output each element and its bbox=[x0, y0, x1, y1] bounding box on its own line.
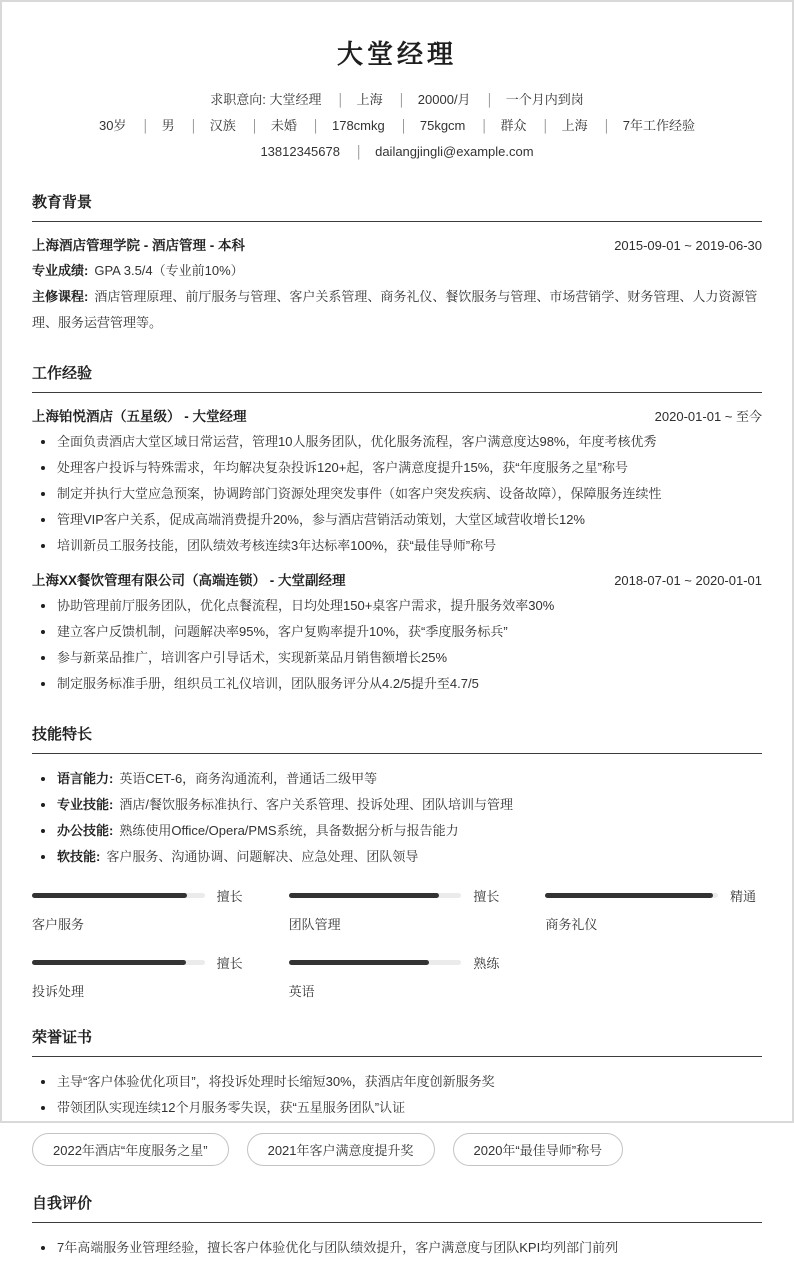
honor-bullet-list bbox=[32, 1069, 762, 1121]
page-title: 大堂经理 bbox=[336, 39, 457, 69]
job-bullet: 参与新菜品推广，培训客户引导话术，实现新菜品月销售额增长25% bbox=[32, 645, 762, 671]
section-honors bbox=[32, 1026, 762, 1166]
section-title-work: 工作经验 bbox=[32, 362, 762, 393]
profile-line bbox=[32, 113, 762, 139]
years-experience: │ 7年工作经验 bbox=[591, 118, 695, 133]
height: │ 178cmkg bbox=[300, 118, 384, 133]
honor-badge: 2022年酒店“年度服务之星” bbox=[32, 1133, 229, 1166]
courses-label: 主修课程: bbox=[32, 289, 89, 304]
honor-bullet: 主导“客户体验优化项目”，将投诉处理时长缩短30%，获酒店年度创新服务奖 bbox=[32, 1069, 762, 1095]
job-intent-line bbox=[32, 87, 762, 113]
honor-badges bbox=[32, 1133, 762, 1166]
skill-bar-track bbox=[32, 893, 205, 898]
job-bullet: 协助管理前厅服务团队，优化点餐流程，日均处理150+桌客户需求，提升服务效率30% bbox=[32, 593, 762, 619]
job-bullet: 制定并执行大堂应急预案，协调跨部门资源处理突发事件（如客户突发疾病、设备故障），保障服务连续性 bbox=[32, 481, 762, 507]
skill-bar-track bbox=[545, 893, 718, 898]
skill-label: 专业技能: bbox=[57, 797, 114, 812]
skill-bar-fill bbox=[545, 893, 712, 898]
skill-name: 客户服务 bbox=[32, 917, 85, 932]
section-skills bbox=[32, 723, 762, 1000]
availability: │ 一个月内到岗 bbox=[474, 92, 584, 107]
education-date-range: 2015-09-01 ~ 2019-06-30 bbox=[614, 238, 762, 253]
skill-bar-track bbox=[289, 960, 462, 965]
expected-salary: │ 20000/月 bbox=[386, 92, 470, 107]
skill-level-label: 擅长 bbox=[473, 889, 500, 904]
skill-label: 办公技能: bbox=[57, 823, 114, 838]
gpa-row bbox=[32, 258, 762, 284]
job-bullet-list bbox=[32, 429, 762, 559]
skill-bar bbox=[545, 886, 762, 933]
skill-bullet bbox=[32, 844, 762, 870]
contact-line bbox=[32, 139, 762, 165]
honor-badge: 2021年客户满意度提升奖 bbox=[247, 1133, 435, 1166]
skill-bar bbox=[32, 886, 249, 933]
age: 30岁 bbox=[98, 118, 127, 133]
skill-bar-fill bbox=[32, 893, 187, 898]
email-address: │ dailangjingli@example.com bbox=[344, 144, 534, 159]
skill-level-label: 擅长 bbox=[216, 889, 243, 904]
school-name: 上海酒店管理学院 - 酒店管理 - 本科 bbox=[32, 238, 245, 253]
company-and-role: 上海XX餐饮管理有限公司（高端连锁） - 大堂副经理 bbox=[32, 573, 346, 588]
job-entry-head bbox=[32, 569, 762, 589]
political-status: │ 群众 bbox=[469, 118, 527, 133]
skill-bar-fill bbox=[32, 960, 186, 965]
gpa-label: 专业成绩: bbox=[32, 263, 89, 278]
honor-badge: 2020年“最佳导师”称号 bbox=[453, 1133, 624, 1166]
skill-text: 客户服务、沟通协调、问题解决、应急处理、团队领导 bbox=[106, 849, 419, 864]
skill-name: 商务礼仪 bbox=[545, 917, 598, 932]
skill-bullet-list bbox=[32, 766, 762, 870]
section-title-honors: 荣誉证书 bbox=[32, 1026, 762, 1057]
job-entry-head bbox=[32, 405, 762, 425]
ethnicity: │ 汉族 bbox=[178, 118, 236, 133]
courses-value: 酒店管理原理、前厅服务与管理、客户关系管理、商务礼仪、餐饮服务与管理、市场营销学、财务管理、人力资源管理、服务运营管理等。 bbox=[32, 289, 758, 330]
section-education bbox=[32, 191, 762, 336]
skill-bar bbox=[289, 886, 506, 933]
company-and-role: 上海铂悦酒店（五星级） - 大堂经理 bbox=[32, 409, 247, 424]
job-bullet-list bbox=[32, 593, 762, 697]
skill-bar-track bbox=[32, 960, 205, 965]
section-title-education: 教育背景 bbox=[32, 191, 762, 222]
skill-level-label: 擅长 bbox=[216, 956, 243, 971]
intent-city: │ 上海 bbox=[325, 92, 383, 107]
marital-status: │ 未婚 bbox=[239, 118, 297, 133]
skill-label: 软技能: bbox=[57, 849, 101, 864]
job-bullet: 培训新员工服务技能，团队绩效考核连续3年达标率100%，获“最佳导师”称号 bbox=[32, 533, 762, 559]
skill-text: 熟练使用Office/Opera/PMS系统，具备数据分析与报告能力 bbox=[119, 823, 459, 838]
resume-header bbox=[32, 34, 762, 165]
self-eval-bullet: 7年高端服务业管理经验，擅长客户体验优化与团队绩效提升，客户满意度与团队KPI均列部门前列 bbox=[32, 1235, 762, 1261]
gpa-value: GPA 3.5/4（专业前10%） bbox=[94, 263, 244, 278]
phone-number: 13812345678 bbox=[260, 144, 340, 159]
education-entry-head bbox=[32, 234, 762, 254]
self-eval-bullet-list bbox=[32, 1235, 762, 1261]
courses-row bbox=[32, 284, 762, 336]
weight: │ 75kgcm bbox=[388, 118, 465, 133]
resume-content bbox=[2, 2, 792, 1261]
job-entry bbox=[32, 569, 762, 697]
job-bullet: 建立客户反馈机制，问题解决率95%，客户复购率提升10%，获“季度服务标兵” bbox=[32, 619, 762, 645]
job-intent: 求职意向: 大堂经理 bbox=[210, 92, 322, 107]
gender: │ 男 bbox=[130, 118, 175, 133]
skill-name: 英语 bbox=[288, 984, 315, 999]
skill-bullet bbox=[32, 766, 762, 792]
skill-bar-fill bbox=[289, 893, 439, 898]
skill-name: 团队管理 bbox=[288, 917, 341, 932]
skill-text: 酒店/餐饮服务标准执行、客户关系管理、投诉处理、团队培训与管理 bbox=[119, 797, 513, 812]
section-work bbox=[32, 362, 762, 697]
section-self-evaluation bbox=[32, 1192, 762, 1261]
skill-text: 英语CET-6，商务沟通流利，普通话二级甲等 bbox=[119, 771, 378, 786]
skill-level-label: 熟练 bbox=[473, 956, 500, 971]
job-date-range: 2018-07-01 ~ 2020-01-01 bbox=[614, 573, 762, 588]
section-title-self-evaluation: 自我评价 bbox=[32, 1192, 762, 1223]
job-date-range: 2020-01-01 ~ 至今 bbox=[654, 409, 762, 424]
skill-level-label: 精通 bbox=[730, 889, 757, 904]
job-bullet: 全面负责酒店大堂区域日常运营，管理10人服务团队，优化服务流程，客户满意度达98%，年度考核优秀 bbox=[32, 429, 762, 455]
skill-bullet bbox=[32, 818, 762, 844]
job-entry bbox=[32, 405, 762, 559]
location: │ 上海 bbox=[530, 118, 588, 133]
skill-name: 投诉处理 bbox=[32, 984, 85, 999]
skill-bullet bbox=[32, 792, 762, 818]
skill-bar bbox=[32, 953, 249, 1000]
job-bullet: 制定服务标准手册，组织员工礼仪培训，团队服务评分从4.2/5提升至4.7/5 bbox=[32, 671, 762, 697]
skill-bar bbox=[289, 953, 506, 1000]
skill-bars-grid bbox=[32, 886, 762, 1000]
skill-bar-fill bbox=[289, 960, 429, 965]
job-bullet: 处理客户投诉与特殊需求，年均解决复杂投诉120+起，客户满意度提升15%，获“年度服务之星”称号 bbox=[32, 455, 762, 481]
skill-bar-track bbox=[289, 893, 462, 898]
section-title-skills: 技能特长 bbox=[32, 723, 762, 754]
honor-bullet: 带领团队实现连续12个月服务零失误，获“五星服务团队”认证 bbox=[32, 1095, 762, 1121]
job-bullet: 管理VIP客户关系，促成高端消费提升20%，参与酒店营销活动策划，大堂区域营收增长12% bbox=[32, 507, 762, 533]
skill-label: 语言能力: bbox=[57, 771, 114, 786]
